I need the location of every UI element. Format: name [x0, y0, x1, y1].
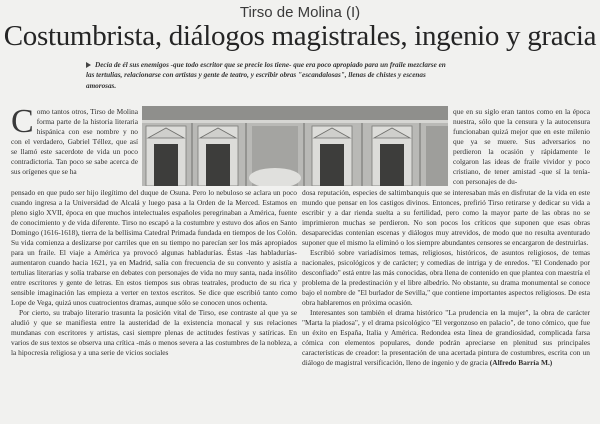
article-kicker: Tirso de Molina (I): [239, 4, 361, 21]
paragraph-text: Interesantes son también el drama histórico "La prudencia en la mujer", la obra de carácter "Marta la piadosa", y el drama psicológico "El vergonzoso en palacio", de tono cómico, que fue un éxito en España, Italia y América. Redondea esta línea de grandiosidad, complicada farsa cómica con elementos populares, donde podrán apreciarse en plenitud sus principales características de creador: la presentación de una acertada pintura de costumbres, escrita con un diálogo de magistral versificación, lleno de ingenio y de gracia: [302, 308, 590, 367]
paragraph: pensado en que pudo ser hijo ilegítimo del duque de Osuna. Pero lo nebuloso se aclara un poco cuando ingresa a la Universidad de Alcalá y luego pasa a la Orden de la Merced. Estamos en pleno siglo XVII, época en que muchos intelectuales españoles peregrinaban a América, fuente de conocimiento y de vida diferente. Tirso no escapó a la costumbre y estuvo dos años en Santo Domingo (1616-1618), tierra de la bellísima Catedral Primada fundada en tiempos de los Colón. Su vida comienza a deslizarse por carriles que en su tiempo no parecían ser los más apropiados para un fraile. El viaje a América ya provocó algunas habladurías. Éstas -las habladurías- aumentaron cuando hacia 1621, ya en Madrid, salía con frecuencia de su convento y asistía a tertulias literarias y solía trabarse en debates con personajes de vida no muy santa, nada insólito entre escritores y gente de letras. En estos tiempos sus obras teatrales, producto de su rica y sensible imaginación las empieza a verter en textos escritos. Se dice que escribió tanto como Lope de Vega, quizá unos cuatrocientos dramas, aunque sólo se conocen unos ochenta.: [11, 188, 297, 307]
column-3: [453, 107, 590, 187]
paragraph: Por cierto, su trabajo literario trasunta la posición vital de Tirso, ese contraste al que ya se aludió y que se manifiesta entre la austeridad de la existencia monacal y sus relaciones mundanas con escritores y artistas, casi siempre plenas de actitudes festivas y satíricas. En varios de sus textos se observa una crítica -más o menos severa a las costumbres de la nobleza, a la hipocresía religiosa y a una serie de vicios sociales: [11, 308, 297, 357]
church-facade-photo: [142, 106, 448, 186]
column-2: [11, 188, 297, 358]
col3-text: que en su siglo eran tantos como en la época nuestra, sólo que la censura y la autocensura funcionaban quizá mejor que en este milenio que ya se muere. Sus adversarios no perdieron la ocasión y rápidamente le colgaron las ideas de fraile vividor y poco cristiano, de tener amistad -que sí la tenía- con personajes de du-: [453, 107, 590, 186]
drop-cap: C: [11, 103, 34, 140]
column-1: [11, 103, 138, 177]
paragraph: dosa reputación, especies de saltimbanquis que se interesaban más en disfrutar de la vida en este mundo que pensar en los castigos divinos. Entonces, prefirió Tirso retirarse y dedicar su vida a escribir y a dar rienda suelta a su fertilidad, pero como la mayor parte de las obras no se imprimieron muchas se perdieron. No son pocos los críticos que suponen que esas obras desaparecidas contenían escenas y diálogos muy atrevidos, de modo que no resulta aventurado suponer que el mismo la eliminó o los siempre abundantes censores se encargaron de destruirlas.: [302, 188, 590, 247]
article-headline: Costumbrista, diálogos magistrales, ingenio y gracia: [3, 20, 597, 52]
author-signature: (Alfredo Barría M.): [489, 358, 553, 367]
bullet-icon: [86, 62, 91, 68]
article-lead: [86, 60, 448, 91]
lead-text: Decía de él sus enemigos -que todo escritor que se precie los tiene- que era poco apropiado para un fraile mezclarse en las tertulias, relacionarse con artistas y gente de teatro, y escribir obras "escandalosas", llenas de chistes y escenas amorosas.: [86, 61, 446, 90]
paragraph: Escribió sobre variadísimos temas, religiosos, históricos, de asuntos religiosos, de temas nacionales, psicológicos y de carácter; y comedias de intriga y de enredos. "El Condenado por desconfiado" está entre las más conocidas, obra llena de contenido en que plantea con maestría el problema de la predestinación y el libre albedrío. No obstante, su drama monumental se conoce bajo el nombre de "El burlador de Sevilla," que contiene importantes aspectos religiosos. De esta obra hablaremos en próxima ocasión.: [302, 248, 590, 307]
paragraph: [302, 308, 590, 368]
col1-text: omo tantos otros, Tirso de Molina forma parte de la historia literaria hispánica con ese nombre y no con el verdadero, Gabriel Téllez, que así se llamó este sacerdote de vida un poco contradictoria. Tan poco se sabe acerca de sus orígenes que se ha: [11, 107, 138, 176]
column-4: [302, 188, 590, 368]
